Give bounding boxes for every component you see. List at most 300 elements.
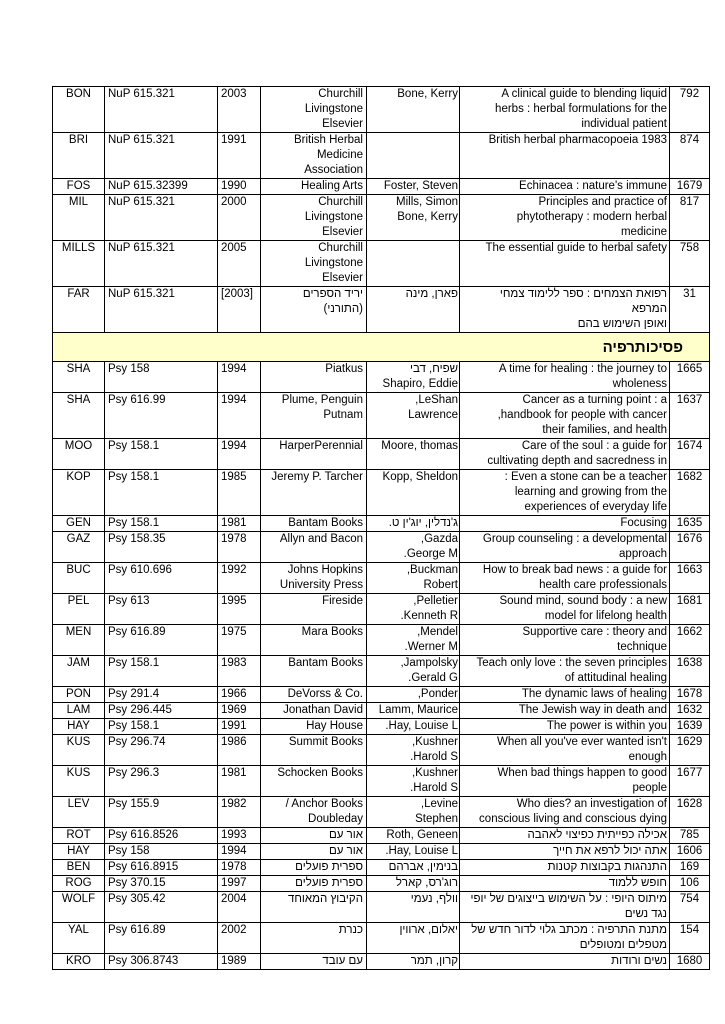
author-text: ג'נדלין, יוג'ין ט. (388, 517, 458, 529)
author-text: Roth, Geneen (386, 829, 458, 841)
shelf-code-cell (53, 87, 105, 133)
call-number-cell (105, 362, 218, 393)
author-cell (367, 470, 460, 516)
call-number-text: Psy 155.9 (108, 798, 160, 810)
title-cell (460, 844, 670, 860)
publisher-cell (261, 892, 367, 923)
shelf-code-cell (53, 133, 105, 179)
record-number-text: 1678 (676, 688, 703, 700)
author-text: Moore, thomas (381, 440, 458, 452)
table-row (53, 439, 710, 470)
record-number-cell (670, 516, 710, 532)
year-text: 1991 (221, 134, 247, 146)
record-number-text: 1665 (676, 363, 703, 375)
author-text: ,Buckman Robert (406, 564, 458, 591)
shelf-code-text: SHA (66, 363, 91, 375)
section-title: פסיכותרפיה (53, 333, 710, 362)
call-number-cell (105, 133, 218, 179)
year-text: 1978 (221, 533, 247, 545)
author-cell (367, 735, 460, 766)
title-text: מיתוס היופי : על השימוש בייצוגים של יופי נגד נשים (470, 893, 667, 920)
record-number-cell (670, 703, 710, 719)
call-number-text: Psy 296.74 (108, 736, 166, 748)
author-cell (367, 892, 460, 923)
publisher-cell (261, 362, 367, 393)
call-number-text: Psy 158.1 (108, 517, 160, 529)
author-cell (367, 844, 460, 860)
shelf-code-cell (53, 625, 105, 656)
year-text: 1994 (221, 394, 247, 406)
title-cell (460, 594, 670, 625)
author-text: Lamm, Maurice (378, 704, 458, 716)
shelf-code-cell (53, 687, 105, 703)
call-number-cell (105, 844, 218, 860)
call-number-cell (105, 439, 218, 470)
title-cell (460, 876, 670, 892)
publisher-text: / Anchor Books Doubleday (285, 798, 363, 825)
record-number-text: 817 (679, 196, 700, 208)
record-number-text: 1674 (676, 440, 703, 452)
call-number-cell (105, 563, 218, 594)
table-row (53, 766, 710, 797)
author-text: ,Kushner .Harold S (410, 767, 458, 794)
year-text: 1994 (221, 363, 247, 375)
call-number-text: Psy 613 (108, 595, 150, 607)
record-number-cell (670, 954, 710, 970)
shelf-code-text: LEV (67, 798, 90, 810)
publisher-cell (261, 735, 367, 766)
record-number-cell (670, 797, 710, 828)
title-cell (460, 797, 670, 828)
title-cell (460, 516, 670, 532)
author-text: וולף, נעמי (410, 893, 458, 905)
record-number-cell (670, 241, 710, 287)
publisher-cell (261, 516, 367, 532)
author-cell (367, 362, 460, 393)
publisher-text: Plume, Penguin Putnam (281, 394, 363, 421)
publisher-text: Bantam Books (288, 517, 363, 529)
call-number-cell (105, 735, 218, 766)
shelf-code-cell (53, 876, 105, 892)
title-cell (460, 923, 670, 954)
author-text: ,Kushner .Harold S (410, 736, 458, 763)
record-number-cell (670, 532, 710, 563)
publisher-text: Johns Hopkins University Press (279, 564, 363, 591)
call-number-text: NuP 615.32399 (108, 180, 188, 192)
shelf-code-text: WOLF (61, 893, 96, 905)
author-cell (367, 954, 460, 970)
publisher-text: Allyn and Bacon (279, 533, 363, 545)
publisher-text: Piatkus (325, 363, 363, 375)
author-cell (367, 703, 460, 719)
title-cell (460, 241, 670, 287)
year-cell (218, 241, 261, 287)
author-cell (367, 133, 460, 179)
author-text: Kopp, Sheldon (382, 471, 458, 483)
publisher-cell (261, 656, 367, 687)
author-text: ,Gazda .George M (403, 533, 458, 560)
title-cell (460, 687, 670, 703)
call-number-text: Psy 616.8915 (108, 861, 179, 873)
record-number-text: 1632 (676, 704, 703, 716)
title-cell (460, 719, 670, 735)
author-cell (367, 923, 460, 954)
table-row (53, 828, 710, 844)
table-row (53, 954, 710, 970)
author-cell (367, 766, 460, 797)
shelf-code-text: GEN (66, 517, 91, 529)
year-cell (218, 393, 261, 439)
call-number-cell (105, 954, 218, 970)
publisher-cell (261, 287, 367, 333)
title-text: When all you've ever wanted isn't enough (497, 736, 667, 763)
call-number-text: NuP 615.321 (108, 242, 175, 254)
table-row (53, 470, 710, 516)
record-number-text: 106 (679, 877, 700, 889)
shelf-code-text: HAY (67, 720, 90, 732)
call-number-text: Psy 158.35 (108, 533, 166, 545)
author-text: בנימין, אברהם (388, 861, 458, 873)
call-number-cell (105, 656, 218, 687)
publisher-text: Churchill Livingstone Elsevier (304, 242, 363, 284)
title-text: British herbal pharmacopoeia 1983 (488, 134, 667, 146)
record-number-cell (670, 923, 710, 954)
title-cell (460, 954, 670, 970)
title-text: Focusing (620, 517, 667, 529)
record-number-text: 31 (683, 288, 696, 300)
record-number-text: 1606 (676, 845, 703, 857)
record-number-text: 1629 (676, 736, 703, 748)
record-number-cell (670, 87, 710, 133)
publisher-cell (261, 133, 367, 179)
shelf-code-text: PEL (67, 595, 90, 607)
author-cell (367, 625, 460, 656)
year-cell (218, 828, 261, 844)
author-text: יאלום, ארווין (399, 924, 458, 936)
publisher-cell (261, 860, 367, 876)
call-number-cell (105, 860, 218, 876)
year-text: 2005 (221, 242, 247, 254)
year-text: 1978 (221, 861, 247, 873)
shelf-code-text: BON (66, 88, 91, 100)
publisher-cell (261, 797, 367, 828)
call-number-text: NuP 615.321 (108, 134, 175, 146)
shelf-code-text: JAM (67, 657, 90, 669)
author-cell (367, 287, 460, 333)
section-header-row (53, 333, 710, 362)
publisher-text: Healing Arts (300, 180, 363, 192)
record-number-cell (670, 362, 710, 393)
call-number-cell (105, 892, 218, 923)
record-number-cell (670, 719, 710, 735)
publisher-text: Mara Books (301, 626, 363, 638)
title-cell (460, 892, 670, 923)
shelf-code-text: KUS (66, 736, 91, 748)
year-text: 1985 (221, 471, 247, 483)
title-text: Teach only love : the seven principles of attitudinal healing (476, 657, 667, 684)
publisher-text: Hay House (306, 720, 363, 732)
table-row (53, 241, 710, 287)
record-number-cell (670, 594, 710, 625)
year-text: 1991 (221, 720, 247, 732)
year-cell (218, 87, 261, 133)
year-text: 2002 (221, 924, 247, 936)
call-number-cell (105, 719, 218, 735)
call-number-cell (105, 923, 218, 954)
table-row (53, 179, 710, 195)
author-cell (367, 241, 460, 287)
author-cell (367, 195, 460, 241)
record-number-text: 1681 (676, 595, 703, 607)
publisher-text: Churchill Livingstone Elsevier (304, 196, 363, 238)
year-cell (218, 844, 261, 860)
shelf-code-cell (53, 766, 105, 797)
table-row (53, 735, 710, 766)
publisher-text: אור עם (328, 829, 363, 841)
author-text: Foster, Steven (383, 180, 458, 192)
publisher-cell (261, 563, 367, 594)
record-number-text: 1682 (676, 471, 703, 483)
call-number-cell (105, 594, 218, 625)
year-text: [2003] (221, 288, 253, 300)
publisher-text: עם עובד (322, 955, 363, 967)
year-text: 1986 (221, 736, 247, 748)
publisher-text: Schocken Books (277, 767, 363, 779)
record-number-text: 1639 (676, 720, 703, 732)
publisher-text: הקיבוץ המאוחד (287, 893, 363, 905)
author-cell (367, 860, 460, 876)
shelf-code-cell (53, 860, 105, 876)
publisher-cell (261, 393, 367, 439)
publisher-cell (261, 876, 367, 892)
shelf-code-cell (53, 241, 105, 287)
title-text: Echinacea : nature's immune (519, 180, 667, 192)
year-cell (218, 735, 261, 766)
title-cell (460, 828, 670, 844)
table-row (53, 844, 710, 860)
call-number-text: Psy 616.89 (108, 924, 166, 936)
publisher-cell (261, 719, 367, 735)
author-text: קרון, תמר (410, 955, 458, 967)
table-row (53, 860, 710, 876)
call-number-cell (105, 241, 218, 287)
shelf-code-text: FOS (66, 180, 91, 192)
year-text: 1990 (221, 180, 247, 192)
shelf-code-text: ROT (66, 829, 91, 841)
record-number-text: 785 (679, 829, 700, 841)
table-row (53, 195, 710, 241)
year-text: 1969 (221, 704, 247, 716)
author-cell (367, 393, 460, 439)
record-number-cell (670, 735, 710, 766)
year-cell (218, 797, 261, 828)
shelf-code-text: GAZ (66, 533, 91, 545)
publisher-text: Churchill Livingstone Elsevier (304, 88, 363, 130)
call-number-text: Psy 158 (108, 845, 150, 857)
table-row (53, 923, 710, 954)
shelf-code-cell (53, 954, 105, 970)
author-cell (367, 719, 460, 735)
record-number-cell (670, 876, 710, 892)
record-number-text: 1676 (676, 533, 703, 545)
record-number-cell (670, 687, 710, 703)
shelf-code-cell (53, 439, 105, 470)
call-number-text: Psy 616.89 (108, 626, 166, 638)
title-text: חופש ללמוד (608, 877, 667, 889)
shelf-code-cell (53, 532, 105, 563)
call-number-text: NuP 615.321 (108, 88, 175, 100)
shelf-code-text: MILLS (61, 242, 96, 254)
shelf-code-text: ROG (65, 877, 92, 889)
title-cell (460, 625, 670, 656)
record-number-cell (670, 860, 710, 876)
record-number-text: 1628 (676, 798, 703, 810)
record-number-text: 758 (679, 242, 700, 254)
title-text: Care of the soul : a guide for cultivating depth and sacredness in (487, 440, 667, 467)
record-number-text: 1635 (676, 517, 703, 529)
call-number-text: Psy 296.3 (108, 767, 160, 779)
publisher-cell (261, 844, 367, 860)
shelf-code-text: SHA (66, 394, 91, 406)
table-row (53, 532, 710, 563)
year-text: 1993 (221, 829, 247, 841)
year-cell (218, 687, 261, 703)
call-number-cell (105, 876, 218, 892)
table-row (53, 797, 710, 828)
author-text: ,Pelletier .Kenneth R (400, 595, 458, 622)
call-number-cell (105, 195, 218, 241)
year-cell (218, 532, 261, 563)
call-number-text: Psy 305.42 (108, 893, 166, 905)
call-number-text: NuP 615.321 (108, 196, 175, 208)
table-row (53, 287, 710, 333)
title-text: : Even a stone can be a teacher learning and growing from the experiences of everyday life (504, 471, 667, 513)
record-number-text: 874 (679, 134, 700, 146)
title-text: A clinical guide to blending liquid herbs : herbal formulations for the individual patient (495, 88, 667, 130)
record-number-cell (670, 179, 710, 195)
title-text: Principles and practice of phytotherapy : modern herbal medicine (516, 196, 667, 238)
call-number-text: Psy 291.4 (108, 688, 160, 700)
call-number-cell (105, 87, 218, 133)
year-cell (218, 892, 261, 923)
table-row (53, 876, 710, 892)
title-text: The Jewish way in death and (518, 704, 667, 716)
author-cell (367, 563, 460, 594)
publisher-text: ספרית פועלים (295, 877, 363, 889)
publisher-text: Fireside (322, 595, 363, 607)
table-row (53, 87, 710, 133)
table-row (53, 516, 710, 532)
call-number-cell (105, 797, 218, 828)
author-cell (367, 656, 460, 687)
year-cell (218, 656, 261, 687)
title-text: Supportive care : theory and technique (522, 626, 667, 653)
author-text: ,Mendel .Werner M (404, 626, 458, 653)
shelf-code-cell (53, 179, 105, 195)
call-number-cell (105, 179, 218, 195)
record-number-text: 1662 (676, 626, 703, 638)
year-cell (218, 195, 261, 241)
publisher-text: DeVorss & Co. (287, 688, 363, 700)
record-number-cell (670, 563, 710, 594)
publisher-cell (261, 687, 367, 703)
shelf-code-text: MOO (64, 440, 93, 452)
publisher-text: Bantam Books (288, 657, 363, 669)
year-cell (218, 923, 261, 954)
publisher-cell (261, 195, 367, 241)
shelf-code-cell (53, 393, 105, 439)
author-text: ,Ponder (417, 688, 458, 700)
catalog-table-body (53, 87, 710, 970)
title-text: מתנת התרפיה : מכתב גלוי לדור חדש של מטפלים ומטופלים (471, 924, 667, 951)
publisher-text: Summit Books (288, 736, 363, 748)
call-number-cell (105, 516, 218, 532)
publisher-text: Jeremy P. Tarcher (271, 471, 363, 483)
call-number-cell (105, 828, 218, 844)
year-cell (218, 362, 261, 393)
publisher-cell (261, 439, 367, 470)
publisher-cell (261, 179, 367, 195)
year-text: 1981 (221, 517, 247, 529)
title-text: רפואת הצמחים : ספר ללימוד צמחי המרפא ואופן השימוש בהם (499, 288, 667, 330)
title-cell (460, 179, 670, 195)
table-row (53, 656, 710, 687)
call-number-text: Psy 370.15 (108, 877, 166, 889)
record-number-cell (670, 133, 710, 179)
record-number-cell (670, 766, 710, 797)
shelf-code-text: FAR (67, 288, 90, 300)
author-text: ,LeShan Lawrence (408, 394, 458, 421)
title-cell (460, 563, 670, 594)
year-text: 2000 (221, 196, 247, 208)
shelf-code-text: BEN (66, 861, 91, 873)
table-row (53, 362, 710, 393)
shelf-code-text: MIL (68, 196, 89, 208)
shelf-code-cell (53, 719, 105, 735)
call-number-text: Psy 616.99 (108, 394, 166, 406)
call-number-cell (105, 393, 218, 439)
year-text: 1992 (221, 564, 247, 576)
shelf-code-text: PON (66, 688, 91, 700)
shelf-code-cell (53, 844, 105, 860)
call-number-cell (105, 766, 218, 797)
title-cell (460, 133, 670, 179)
year-cell (218, 439, 261, 470)
shelf-code-text: KOP (66, 471, 91, 483)
publisher-cell (261, 954, 367, 970)
record-number-cell (670, 393, 710, 439)
shelf-code-text: HAY (67, 845, 90, 857)
year-text: 2004 (221, 893, 247, 905)
record-number-cell (670, 828, 710, 844)
author-text: ,Levine Stephen (415, 798, 458, 825)
shelf-code-text: YAL (68, 924, 89, 936)
record-number-text: 1680 (676, 955, 703, 967)
title-text: Group counseling : a developmental approach (482, 533, 667, 560)
author-cell (367, 516, 460, 532)
call-number-text: Psy 610.696 (108, 564, 172, 576)
publisher-text: HarperPerennial (279, 440, 363, 452)
record-number-text: 1663 (676, 564, 703, 576)
title-text: How to break bad news : a guide for health care professionals (482, 564, 667, 591)
title-text: נשים ורודות (611, 955, 667, 967)
publisher-text: British Herbal Medicine Association (293, 134, 363, 176)
title-cell (460, 860, 670, 876)
publisher-cell (261, 241, 367, 287)
table-row (53, 625, 710, 656)
title-cell (460, 656, 670, 687)
publisher-cell (261, 532, 367, 563)
